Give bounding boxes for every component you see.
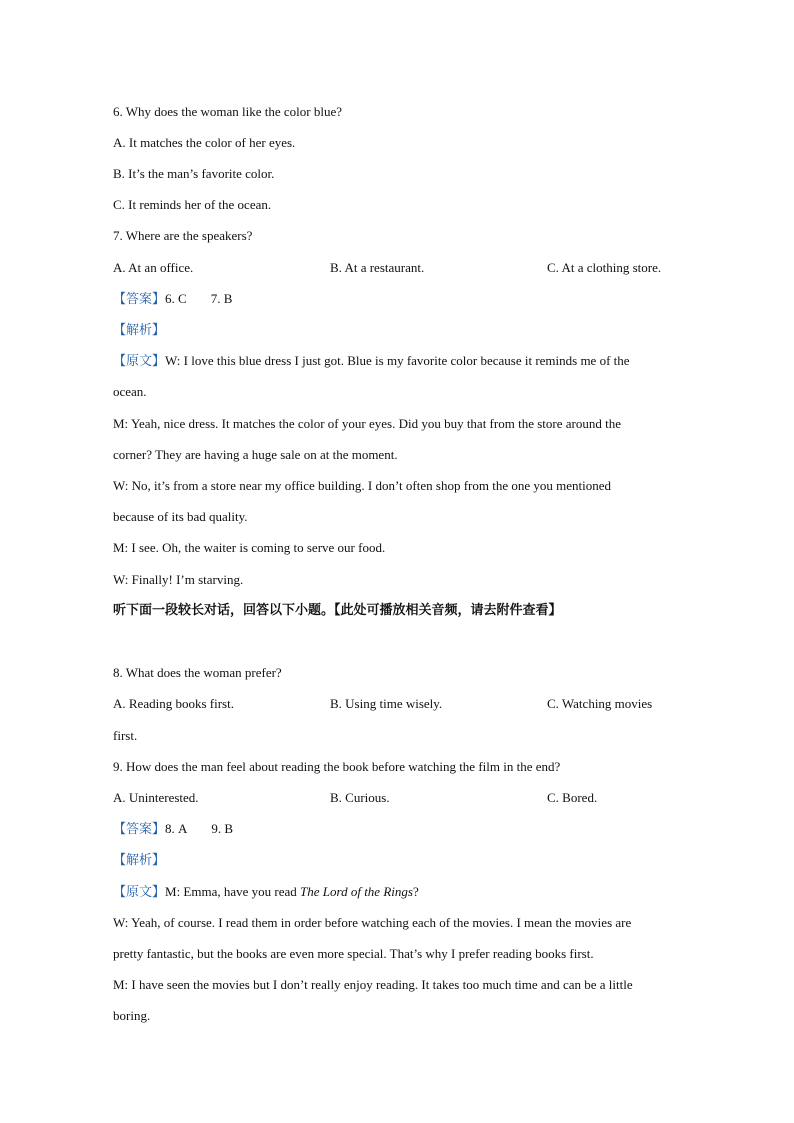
transcript-1-line-4: corner? They are having a huge sale on at the moment. <box>113 447 398 462</box>
listening-instruction: 听下面一段较长对话，回答以下小题。【此处可播放相关音频，请去附件查看】 <box>113 603 562 618</box>
transcript-label: 【原文】 <box>113 885 166 900</box>
transcript-2-line-5: boring. <box>113 1008 151 1023</box>
question-8-option-c: C. Watching movies <box>547 696 653 711</box>
question-6: 6. Why does the woman like the color blue? <box>113 104 343 119</box>
transcript-label: 【原文】 <box>113 354 166 369</box>
book-title: The Lord of the Rings <box>300 884 413 899</box>
question-8-option-b: B. Using time wisely. <box>330 696 443 711</box>
question-6-option-c: C. It reminds her of the ocean. <box>113 197 272 212</box>
question-6-option-a: A. It matches the color of her eyes. <box>113 135 296 150</box>
transcript-1-line-5: W: No, it’s from a store near my office building. I don’t often shop from the one you mentioned <box>113 478 611 493</box>
transcript-1-line-3: M: Yeah, nice dress. It matches the color of your eyes. Did you buy that from the store around the <box>113 416 621 431</box>
answer-block-1 <box>113 291 232 308</box>
transcript-2-line-4: M: I have seen the movies but I don’t really enjoy reading. It takes too much time and can be a little <box>113 977 633 992</box>
transcript-1-line-8: W: Finally! I’m starving. <box>113 572 244 587</box>
answer-9: 9. B <box>211 821 234 836</box>
transcript-2-line-1: 【原文】M: Emma, have you read The Lord of the Rings? <box>113 884 419 900</box>
transcript-2-line-2: W: Yeah, of course. I read them in order before watching each of the movies. I mean the movies are <box>113 915 632 930</box>
question-9-option-b: B. Curious. <box>330 790 390 805</box>
question-7-option-c: C. At a clothing store. <box>547 260 662 275</box>
question-7: 7. Where are the speakers? <box>113 228 253 243</box>
question-9-option-c: C. Bored. <box>547 790 598 805</box>
question-6-option-b: B. It’s the man’s favorite color. <box>113 166 275 181</box>
question-7-option-b: B. At a restaurant. <box>330 260 425 275</box>
transcript-1-line-6: because of its bad quality. <box>113 509 248 524</box>
answer-8: 8. A <box>165 821 188 836</box>
analysis-label-1: 【解析】 <box>113 323 166 338</box>
transcript-1-line-2: ocean. <box>113 384 147 399</box>
transcript-1-line-1: 【原文】W: I love this blue dress I just got. Blue is my favorite color because it reminds me of the <box>113 353 630 369</box>
question-8: 8. What does the woman prefer? <box>113 665 282 680</box>
transcript-2-line-3: pretty fantastic, but the books are even more special. That’s why I prefer reading books first. <box>113 946 594 961</box>
question-9: 9. How does the man feel about reading the book before watching the film in the end? <box>113 759 561 774</box>
answer-label: 【答案】 <box>113 292 166 307</box>
answer-6: 6. C <box>165 291 187 306</box>
transcript-1-line-7: M: I see. Oh, the waiter is coming to serve our food. <box>113 540 386 555</box>
question-9-option-a: A. Uninterested. <box>113 790 199 805</box>
analysis-label-2: 【解析】 <box>113 853 166 868</box>
question-8-option-c-continued: first. <box>113 728 138 743</box>
answer-7: 7. B <box>210 291 233 306</box>
answer-block-2 <box>113 821 233 838</box>
question-8-option-a: A. Reading books first. <box>113 696 234 711</box>
answer-label: 【答案】 <box>113 822 166 837</box>
question-7-option-a: A. At an office. <box>113 260 194 275</box>
